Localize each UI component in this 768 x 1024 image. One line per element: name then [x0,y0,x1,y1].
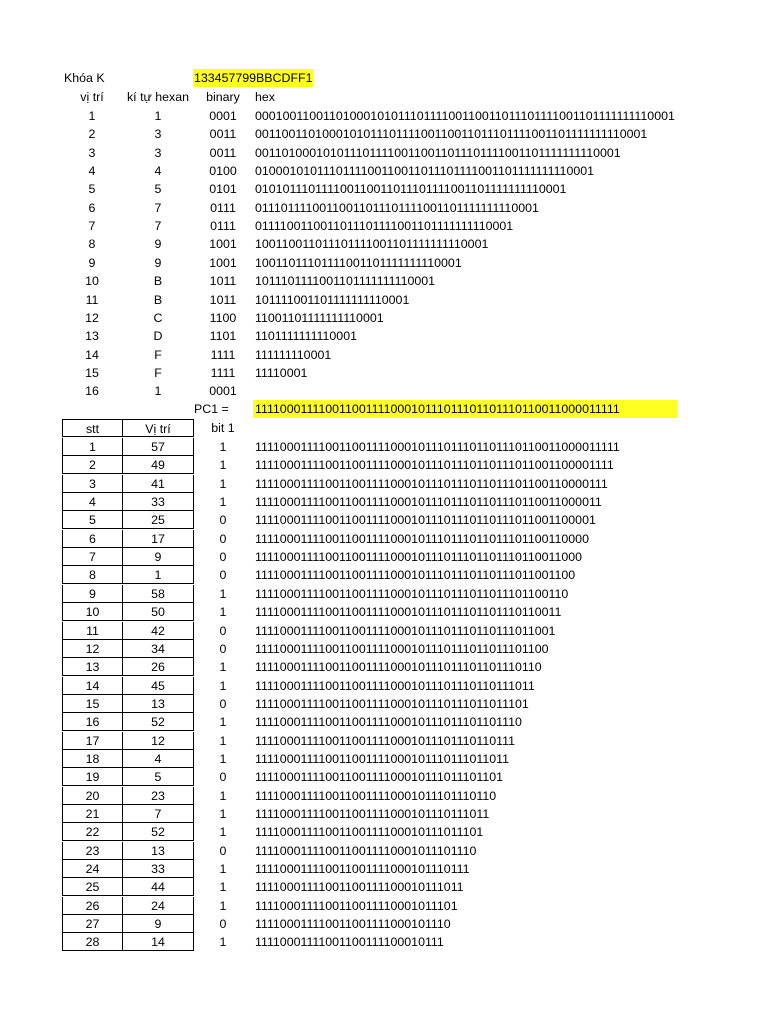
binary-cell: 1111 [210,347,236,362]
position-cell: 9 [88,255,96,270]
table-row [0,309,768,327]
position-cell: 44 [122,878,194,896]
bit-cell: 1 [219,733,227,748]
pc1-value[interactable]: 11110001111001100111100010111011101101110110011000011111 [253,400,677,418]
bit-string-cell: 11110001111001100111100010111011101101110 [255,715,522,730]
table-row [0,144,768,162]
stt-cell: 23 [62,842,123,860]
table-row [0,640,768,658]
stt-cell: 19 [62,768,123,786]
stt-cell: 3 [62,475,123,493]
table-row [0,475,768,493]
bit-string-cell: 0111100110011011101111001101111111110001 [255,219,514,234]
stt-cell: 14 [62,677,123,695]
bit-string-cell: 11110001111001100111100010111011101101110110011 [255,605,562,620]
position-cell: 12 [85,310,99,325]
bit-cell: 1 [219,458,227,473]
position-cell: 2 [88,127,96,142]
position-cell: 15 [85,365,99,380]
table-row [0,254,768,272]
table-row [0,823,768,841]
table-row [0,438,768,456]
bit-cell: 0 [219,917,227,932]
table-row [0,603,768,621]
position-cell: 7 [122,805,194,823]
bit-string-cell [255,382,768,400]
table-row [0,566,768,584]
table-row [0,860,768,878]
hex-char-cell: B [153,274,163,289]
table-row [0,768,768,786]
stt-cell: 20 [62,787,123,805]
hex-char-cell: 1 [154,384,162,399]
position-cell: 6 [88,200,96,215]
position-cell: 7 [88,219,96,234]
bit-string-cell: 11110001111001100111100010111011101 [255,825,484,840]
position-cell: 4 [122,750,194,768]
bit-string-cell: 11110001111001100111100010111011101101110110 [255,660,542,675]
stt-cell: 13 [62,658,123,676]
stt-cell: 10 [62,603,123,621]
bit-cell: 1 [219,751,227,766]
bit-string-cell: 1011101111001101111111110001 [255,274,436,289]
bit-string-cell: 11001101111111110001 [255,310,384,325]
bit-string-cell: 11110001111001100111100010111011101101110110011000011111 [255,440,620,454]
bit-string-cell: 001100110100010101110111100110011011101111001101111111110001 [255,127,648,142]
bit-string-cell: 1101111111110001 [255,329,357,344]
bit-string-cell: 111100011110011001111000101110111011011101 [255,696,529,711]
table-row [0,199,768,217]
bit-string-cell: 11110001111001100111100010111011 [255,880,464,895]
bit-string-cell: 111111110001 [255,347,332,362]
position-cell: 49 [122,456,194,474]
binary-cell: 0001 [209,109,237,123]
position-cell: 14 [122,933,194,951]
stt-cell: 9 [62,585,123,603]
bit-cell: 1 [219,898,227,913]
binary-cell: 0111 [210,219,236,234]
table-row [0,695,768,713]
bit-string-cell: 111100011110011001111000101110111011011101100110 [255,586,569,601]
bit-string-cell: 111100011110011001111000101110111011 [255,807,490,821]
bit-string-cell: 111100011110011001111000101110111011011 [255,751,510,766]
table-row [0,713,768,731]
position-cell: 41 [122,475,194,493]
position-cell: 52 [122,823,194,841]
position-cell: 57 [122,438,194,456]
table-row [0,107,768,125]
pc1-label: PC1 = [194,402,229,416]
col-hex-char-header: kí tự hexan [126,90,190,104]
binary-cell: 0001 [209,384,237,399]
bit-string-cell: 1111000111100110011110001011101110110111011001100001111 [255,458,614,473]
table-row [0,677,768,695]
bit-string-cell: 11110001 [255,365,308,380]
stt-cell: 27 [62,915,123,933]
bit-cell: 0 [219,641,227,656]
position-cell: 9 [122,915,194,933]
bit-cell: 0 [219,696,227,711]
table-row [0,658,768,676]
stt-cell: 8 [62,566,123,584]
binary-cell: 0011 [209,127,237,142]
position-cell: 52 [122,713,194,731]
bit-cell: 1 [219,862,227,877]
stt-cell: 6 [62,530,123,548]
bit-cell: 1 [219,605,227,620]
bit-string-cell: 1111000111100110011110001011101110110111 [255,733,515,748]
bit-cell: 1 [219,807,227,821]
binary-cell: 1001 [209,255,237,270]
stt-cell: 2 [62,456,123,474]
bit-string-cell: 111100011110011001111000101110111 [255,862,470,877]
table-row [0,548,768,566]
bit-string-cell: 01110111100110011011101111001101111111110001 [255,200,539,215]
bit-string-cell: 1111000111100110011110001011101110110 [255,788,497,803]
binary-cell: 0011 [209,145,237,160]
bit-cell: 1 [219,678,227,693]
position-cell: 13 [85,329,99,344]
position-cell: 23 [122,787,194,805]
bit-cell: 0 [219,513,227,528]
pc1-row [0,400,768,418]
position-cell: 33 [122,493,194,511]
table-row [0,346,768,364]
position-cell: 25 [122,511,194,529]
hex-char-cell: 9 [154,237,162,252]
bit-cell: 1 [219,660,227,675]
table-row [0,364,768,382]
bit-cell: 1 [219,825,227,840]
table-row [0,933,768,951]
stt-cell: 7 [62,548,123,566]
bit-string-cell: 11110001111001100111100010111011101101 [255,770,504,785]
bit-cell: 0 [219,623,227,638]
position-cell: 8 [88,237,96,252]
stt-cell: 25 [62,878,123,896]
hex-char-cell: F [154,365,162,380]
position-cell: 12 [122,732,194,750]
position-cell: 4 [88,164,96,179]
bit-cell: 1 [219,586,227,601]
col-pos-header: Vị trí [122,419,194,437]
binary-cell: 0101 [209,182,237,197]
bit-cell: 0 [219,770,227,785]
bit-string-cell: 101111001101111111110001 [255,292,410,307]
binary-cell: 1101 [209,329,237,344]
table-row [0,327,768,345]
stt-cell: 21 [62,805,123,823]
key-title-row [0,69,768,87]
stt-cell: 12 [62,640,123,658]
bit-string-cell: 11110001111001100111100010111011101101110110011000011 [255,495,602,510]
bit-cell: 1 [219,715,227,730]
hex-char-cell: C [153,310,163,325]
bit-string-cell: 0100010101110111100110011011101111001101111111110001 [255,164,595,179]
table-row [0,291,768,309]
hex-char-cell: D [153,329,163,344]
bit-string-cell: 010101110111100110011011101111001101111111110001 [255,182,567,197]
bit-string-cell: 111100011110011001111000101110111011011101100110000 [255,531,589,546]
bit-string-cell: 1111000111100110011110001011101110 [255,843,477,858]
bit-string-cell: 1111000111100110011110001011101110110111011001100 [255,568,576,583]
bit-string-cell: 1111000111100110011110001011101110110111011 [255,678,535,693]
bit-cell: 1 [219,935,227,950]
col-hex-header: hex [255,90,275,104]
bit-string-cell: 11110001111001100111100010111 [255,935,444,950]
hex-char-cell: 1 [154,109,162,123]
binary-cell: 1001 [209,237,237,252]
position-cell: 34 [122,640,194,658]
binary-cell: 1111 [210,365,236,380]
stt-cell: 26 [62,897,123,915]
position-cell: 13 [122,842,194,860]
bit-cell: 1 [219,495,227,510]
table-row [0,125,768,143]
bit-cell: 1 [219,440,227,454]
col-binary-header: binary [206,90,240,104]
stt-cell: 16 [62,713,123,731]
position-cell: 5 [122,768,194,786]
position-cell: 16 [85,384,99,399]
table-row [0,585,768,603]
bit-string-cell: 111100011110011001111000101110111011011101100110000111 [255,476,608,491]
table-row [0,897,768,915]
pc1-header-row [0,419,768,437]
bit-string-cell: 111100011110011001111000101110 [255,917,451,932]
bit-cell: 0 [219,531,227,546]
position-cell: 14 [85,347,99,362]
binary-cell: 0100 [209,164,237,179]
stt-cell: 17 [62,732,123,750]
bit-string-cell: 1111000111100110011110001011101 [255,898,458,913]
position-cell: 33 [122,860,194,878]
table-row [0,272,768,290]
table-row [0,805,768,823]
table-row [0,162,768,180]
key-value[interactable]: 133457799BBCDFF1 [194,71,313,85]
bit-string-cell: 10011011101111001101111111110001 [255,255,462,270]
key-header-row [0,88,768,106]
col-bit-header: bit 1 [211,421,235,435]
position-cell: 3 [88,145,96,160]
hex-char-cell: 4 [154,164,162,179]
bit-string-cell: 1111000111100110011110001011101110110111011001 [255,623,556,638]
bit-string-cell: 0001001100110100010101110111100110011011101111001101111111110001 [255,109,675,123]
table-row [0,787,768,805]
hex-char-cell: 3 [154,145,162,160]
binary-cell: 0111 [210,200,236,215]
table-row [0,235,768,253]
bit-string-cell: 00110100010101110111100110011011101111001101111111110001 [255,145,621,160]
bit-string-cell: 100110011011101111001101111111110001 [255,237,489,252]
bit-cell: 0 [219,568,227,583]
bit-string-cell: 111100011110011001111000101110111011011101100 [255,641,549,656]
position-cell: 24 [122,897,194,915]
table-row [0,750,768,768]
table-row [0,511,768,529]
stt-cell: 24 [62,860,123,878]
table-row [0,732,768,750]
stt-cell: 1 [62,438,123,456]
position-cell: 5 [88,182,96,197]
position-cell: 58 [122,585,194,603]
stt-cell: 5 [62,511,123,529]
position-cell: 45 [122,677,194,695]
stt-cell: 4 [62,493,123,511]
binary-cell: 1011 [209,292,237,307]
binary-cell: 1011 [209,274,237,289]
position-cell: 1 [88,109,96,123]
table-row [0,382,768,400]
bit-string-cell: 11110001111001100111100010111011101101110110011000 [255,550,583,565]
bit-cell: 0 [219,843,227,858]
hex-char-cell: 7 [154,200,162,215]
position-cell: 11 [85,292,99,307]
table-row [0,217,768,235]
table-row [0,622,768,640]
hex-char-cell: 7 [154,219,162,234]
position-cell: 26 [122,658,194,676]
col-stt-header: stt [62,419,123,437]
hex-char-cell: F [154,347,162,362]
col-position-header: vị trí [80,90,104,104]
position-cell: 42 [122,622,194,640]
hex-char-cell: 5 [154,182,162,197]
bit-cell: 1 [219,880,227,895]
bit-string-cell: 1111000111100110011110001011101110110111011001100001 [255,513,596,528]
bit-cell: 1 [219,476,227,491]
hex-char-cell: 3 [154,127,162,142]
position-cell: 9 [122,548,194,566]
hex-char-cell: 9 [154,255,162,270]
hex-char-cell: B [153,292,163,307]
stt-cell: 22 [62,823,123,841]
stt-cell: 18 [62,750,123,768]
position-cell: 17 [122,530,194,548]
stt-cell: 11 [62,622,123,640]
key-label: Khóa K [64,71,105,85]
position-cell: 50 [122,603,194,621]
position-cell: 13 [122,695,194,713]
table-row [0,180,768,198]
binary-cell: 1100 [209,310,237,325]
position-cell: 10 [85,274,99,289]
stt-cell: 15 [62,695,123,713]
table-row [0,530,768,548]
table-row [0,915,768,933]
bit-cell: 1 [219,788,227,803]
table-row [0,456,768,474]
table-row [0,878,768,896]
table-row [0,842,768,860]
stt-cell: 28 [62,933,123,951]
table-row [0,493,768,511]
position-cell: 1 [122,566,194,584]
bit-cell: 0 [219,550,227,565]
